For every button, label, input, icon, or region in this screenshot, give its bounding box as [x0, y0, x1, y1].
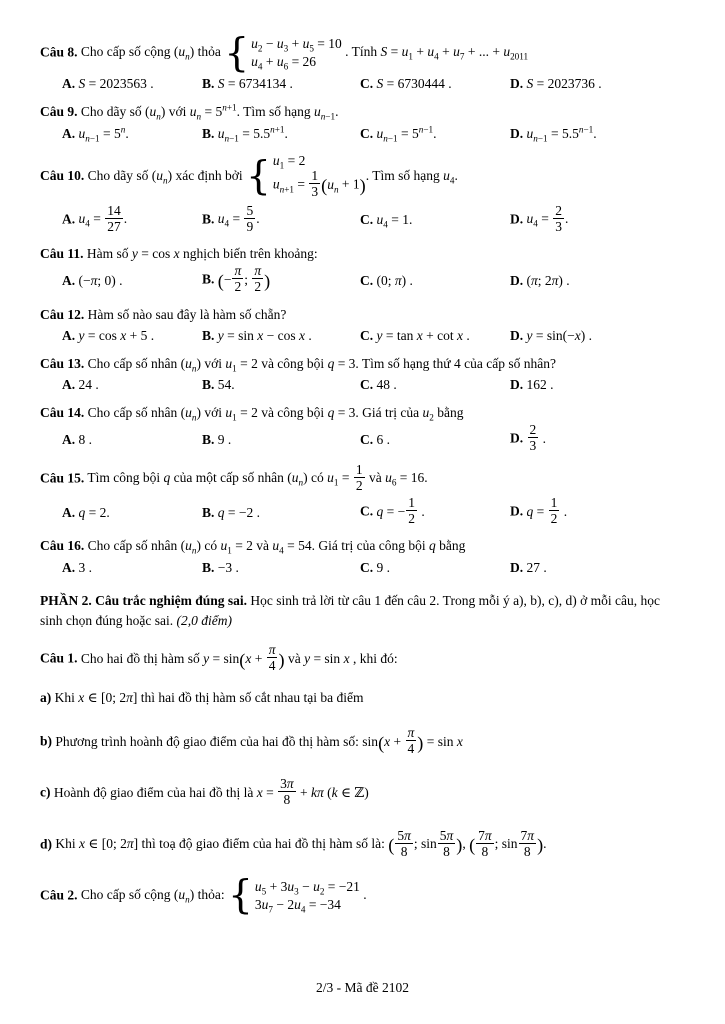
question-label: Câu 13. [40, 355, 85, 371]
item-key: c) [40, 784, 51, 800]
option-d [510, 271, 685, 291]
question-text: Cho cấp số cộng $(u_n)$ thỏa: { $u_5 + 3u_3 - u_2 = -21$ $3u_7 - 2u_4 = -34$ . [80, 873, 367, 919]
option-key: B. [202, 76, 215, 92]
option-b [202, 202, 360, 236]
question-13 [40, 354, 685, 398]
option-c [360, 74, 510, 94]
options-row [62, 265, 685, 296]
option-text: q = 2. [78, 504, 110, 520]
question-label: Câu 9. [40, 104, 78, 119]
option-a [62, 271, 202, 291]
question-10 [40, 151, 685, 239]
question-text: Cho dãy số $(u_n)$ với $u_n = 5^{n+1}$. Tìm số hạng $u_{n-1}$. [80, 102, 339, 122]
option-text: 6 . [376, 432, 390, 448]
option-a [62, 503, 202, 523]
question-label: Câu 16. [40, 538, 85, 554]
option-key: B. [202, 125, 215, 141]
option-key: A. [62, 125, 76, 141]
option-text: 3 . [78, 559, 92, 575]
question-stem [40, 536, 685, 556]
option-b [202, 124, 360, 144]
option-text: y = sin(−x) . [526, 328, 592, 344]
option-c [360, 210, 510, 230]
option-key: D. [510, 503, 524, 519]
question-14 [40, 403, 685, 459]
question-stem [40, 305, 685, 325]
option-key: B. [202, 211, 215, 227]
option-text: −3 . [217, 559, 239, 575]
part2-question-2-stem [40, 873, 685, 919]
option-text: (− $\frac{\pi}{2}$ ; $\frac{\pi}{2}$ ) [217, 263, 271, 295]
option-c [360, 375, 510, 395]
option-d [510, 74, 685, 94]
item-key: d) [40, 836, 53, 852]
option-key: C. [360, 212, 374, 228]
question-label: Câu 10. [40, 167, 85, 183]
options-row [62, 74, 685, 94]
option-c [360, 558, 510, 578]
option-text: 8 . [78, 432, 92, 448]
option-a [62, 326, 202, 346]
option-a [62, 124, 202, 144]
option-key: A. [62, 273, 76, 289]
option-key: D. [510, 377, 524, 393]
item-text: Khi x ∈ [0; 2π] thì hai đồ thị hàm số cắt nhau tại ba điểm [54, 689, 364, 705]
option-text: S = 6734134 . [217, 76, 293, 92]
option-key: A. [62, 559, 76, 575]
option-text: 9 . [217, 432, 232, 448]
question-stem [40, 461, 685, 495]
option-key: B. [202, 559, 215, 575]
item-key: a) [40, 689, 52, 705]
option-text: $u_4 = 1$. [376, 212, 413, 231]
question-11 [40, 244, 685, 300]
option-a [62, 375, 202, 395]
option-d [510, 326, 685, 346]
question-text: Cho cấp số cộng $(u_n)$ thỏa { $u_2 - u_3 + u_5 = 10$ $u_4 + u_6 = 26$ . Tính $S = u_1 + u_4 + u_7$ + ... + $u_{2011}$ [80, 30, 529, 76]
option-text: $\frac{2}{3}$ . [529, 422, 546, 454]
option-key: B. [202, 328, 215, 344]
question-12 [40, 305, 685, 349]
option-text: $u_{n-1} = 5.5^{n-1}$. [526, 124, 597, 144]
option-a [62, 74, 202, 94]
option-text: 27 . [526, 559, 547, 575]
question-stem [40, 151, 685, 202]
option-text: 162 . [526, 377, 554, 393]
option-d [510, 375, 685, 395]
option-text: $u_4$ = $\frac{14}{27}$ . [78, 202, 128, 234]
question-text: Hàm số y = cos x nghịch biến trên khoảng: [86, 245, 318, 261]
option-text: $u_4$ = $\frac{2}{3}$ . [526, 202, 569, 234]
question-text: Tìm công bội q của một cấp số nhân $(u_n)$ có $u_1$ = $\frac{1}{2}$ và $u_6 = 16$. [87, 461, 428, 493]
item-text: Phương trình hoành độ giao điểm của hai đồ thị hàm số: sin(x + $\frac{\pi}{4}$ ) = sin x [55, 725, 463, 757]
option-text: S = 6730444 . [376, 76, 452, 92]
option-a [62, 558, 202, 578]
question-text: Cho dãy số $(u_n)$ xác định bởi { $u_1 = 2$ $u_{n+1}$ = $\frac{1}{3}$ $(u_n + 1)$ . Tìm số hạng $u_4$. [87, 153, 458, 200]
option-key: A. [62, 76, 76, 92]
option-key: C. [360, 432, 374, 448]
option-key: D. [510, 125, 524, 141]
option-a [62, 430, 202, 450]
item-text: Khi x ∈ [0; 2π] thì toạ độ giao điểm của hai đồ thị hàm số là: ( $\frac{5\pi}{8}$ ; sin $\frac{5\pi}{8}$ ), ( $\frac{7\pi}{8}$ ; sin $\frac{7\pi}{8}$ ). [55, 827, 547, 859]
option-b [202, 74, 360, 94]
option-text: 9 . [376, 559, 390, 575]
option-d [510, 424, 685, 455]
option-key: A. [62, 211, 76, 227]
part2-q1-item-b [40, 727, 685, 758]
question-label: Câu 14. [40, 404, 85, 420]
question-15 [40, 461, 685, 531]
option-d [510, 558, 685, 578]
option-text: S = 2023736 . [526, 76, 602, 92]
option-key: A. [62, 377, 76, 393]
option-key: A. [62, 504, 76, 520]
option-text: $u_{n-1} = 5^n$. [78, 124, 129, 144]
question-stem [40, 30, 685, 76]
option-b [202, 558, 360, 578]
option-text: S = 2023563 . [78, 76, 154, 92]
question-label: Câu 15. [40, 470, 85, 486]
option-key: D. [510, 559, 524, 575]
part2-q1-item-d [40, 827, 685, 861]
question-label: Câu 1. [40, 650, 78, 666]
question-label: Câu 11. [40, 245, 84, 261]
options-row [62, 202, 685, 236]
option-text: $u_4$ = $\frac{5}{9}$ . [217, 202, 260, 234]
page-footer: 2/3 - Mã đề 2102 [316, 980, 409, 996]
question-16 [40, 536, 685, 580]
option-key: A. [62, 432, 76, 448]
option-key: D. [510, 328, 524, 344]
option-text: y = sin x − cos x . [217, 328, 312, 344]
option-text: q = − $\frac{1}{2}$ . [376, 494, 425, 526]
option-text: 24 . [78, 377, 99, 393]
option-a [62, 202, 202, 236]
option-b [202, 326, 360, 346]
option-key: D. [510, 211, 524, 227]
option-key: B. [202, 272, 215, 288]
option-key: B. [202, 377, 215, 393]
option-key: C. [360, 76, 374, 92]
option-key: D. [510, 273, 524, 289]
option-c [360, 430, 510, 450]
option-text: y = cos x + 5 . [78, 328, 155, 344]
question-stem [40, 102, 685, 122]
option-d [510, 124, 685, 144]
option-key: C. [360, 125, 374, 141]
option-c [360, 124, 510, 144]
option-key: C. [360, 503, 374, 519]
part2-question-1-stem [40, 644, 685, 675]
option-d [510, 202, 685, 236]
options-row [62, 326, 685, 346]
option-key: B. [202, 432, 215, 448]
option-text: (0; π) . [376, 273, 413, 289]
option-text: 48 . [376, 377, 397, 393]
question-text: Cho hai đồ thị hàm số y = sin(x + $\frac{\pi}{4}$ ) và y = sin x , khi đó: [80, 642, 398, 674]
options-row [62, 494, 685, 528]
question-stem [40, 403, 685, 423]
question-stem [40, 244, 685, 264]
option-key: A. [62, 328, 76, 344]
option-key: D. [510, 431, 524, 447]
option-c [360, 271, 510, 291]
options-row [62, 124, 685, 144]
option-b [202, 265, 360, 296]
option-text: $u_{n-1} = 5.5^{n+1}$. [217, 124, 288, 144]
option-text: q = $\frac{1}{2}$ . [526, 494, 568, 526]
option-text: q = −2 . [217, 504, 260, 520]
option-key: C. [360, 328, 374, 344]
option-b [202, 503, 360, 523]
option-c [360, 326, 510, 346]
question-text: Cho cấp số nhân $(u_n)$ với $u_1 = 2$ và công bội q = 3. Giá trị của $u_2$ bằng [87, 404, 464, 423]
item-text: Hoành độ giao điểm của hai đồ thị là x = $\frac{3\pi}{8}$ + kπ (k ∈ ℤ) [53, 776, 369, 808]
question-9 [40, 102, 685, 146]
item-key: b) [40, 733, 53, 749]
options-row [62, 424, 685, 455]
option-c [360, 494, 510, 528]
option-text: (−π; 0) . [78, 273, 123, 289]
option-text: y = tan x + cot x . [376, 328, 470, 344]
option-text: (π; 2π) . [526, 273, 570, 289]
question-text: Hàm số nào sau đây là hàm số chẵn? [87, 306, 287, 322]
question-label: Câu 2. [40, 887, 78, 903]
option-key: C. [360, 559, 374, 575]
part2-q1-item-a [40, 688, 685, 708]
option-text: $u_{n-1} = 5^{n-1}$. [376, 124, 437, 144]
part2-header: PHẦN 2. Câu trắc nghiệm đúng sai. Học sinh trả lời từ câu 1 đến câu 2. Trong mỗi ý a), b), c), d) ở mỗi câu, học sinh chọn đúng hoặc sai. (2,0 điểm) [40, 593, 661, 628]
option-d [510, 494, 685, 528]
question-label: Câu 8. [40, 44, 78, 60]
option-key: C. [360, 377, 374, 393]
option-key: B. [202, 504, 215, 520]
option-b [202, 375, 360, 395]
options-row [62, 375, 685, 395]
option-text: 54. [217, 377, 235, 393]
part2-q1-item-c [40, 778, 685, 809]
option-b [202, 430, 360, 450]
option-key: D. [510, 76, 524, 92]
question-8 [40, 30, 685, 97]
question-text: Cho cấp số nhân $(u_n)$ với $u_1 = 2$ và công bội q = 3. Tìm số hạng thứ 4 của cấp số nhân? [87, 355, 556, 374]
options-row [62, 558, 685, 578]
question-stem [40, 354, 685, 374]
question-label: Câu 12. [40, 306, 85, 322]
question-text: Cho cấp số nhân $(u_n)$ có $u_1 = 2$ và $u_4 = 54$. Giá trị của công bội q bằng [87, 538, 466, 556]
option-key: C. [360, 273, 374, 289]
